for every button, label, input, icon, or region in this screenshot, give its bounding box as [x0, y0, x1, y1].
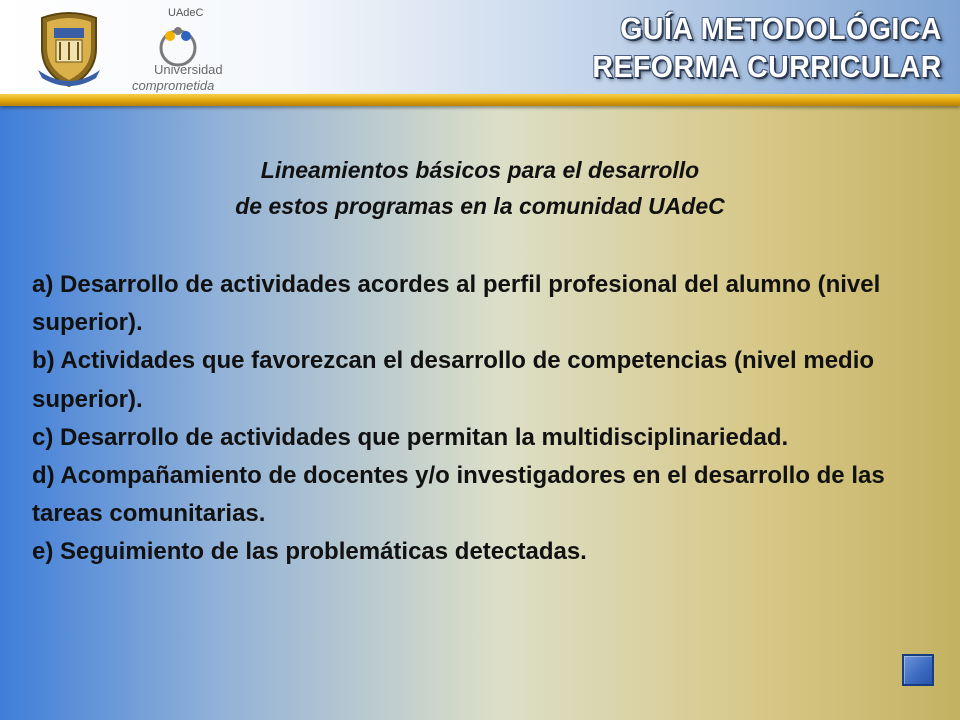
uadec-logo [124, 2, 244, 94]
slide-subtitle [0, 152, 960, 224]
logo-text-line2: comprometida [132, 78, 215, 93]
list-item: c) Desarrollo de actividades que permitan la multidisciplinariedad. [32, 423, 789, 451]
logo-text-line1: Universidad [154, 62, 223, 77]
gold-divider [0, 94, 960, 106]
list-item: e) Seguimiento de las problemáticas detectadas. [32, 538, 587, 566]
title-line-2: REFORMA CURRICULAR [592, 49, 942, 84]
list-item: b) Actividades que favorezcan el desarrollo de competencias (nivel medio superior). [32, 347, 875, 413]
guidelines-list [32, 266, 932, 572]
next-slide-button[interactable] [902, 654, 934, 686]
list-item: d) Acompañamiento de docentes y/o investigadores en el desarrollo de las tareas comunitarias. [32, 462, 885, 528]
list-item: a) Desarrollo de actividades acordes al perfil profesional del alumno (nivel superior). [32, 271, 881, 337]
university-crest-icon [34, 8, 104, 90]
logo-top-text: UAdeC [168, 7, 204, 19]
subtitle-line-2: de estos programas en la comunidad UAdeC [235, 193, 725, 219]
title-line-1: GUÍA METODOLÓGICA [620, 11, 942, 46]
slide-header-title [562, 10, 942, 86]
subtitle-line-1: Lineamientos básicos para el desarrollo [260, 157, 700, 183]
